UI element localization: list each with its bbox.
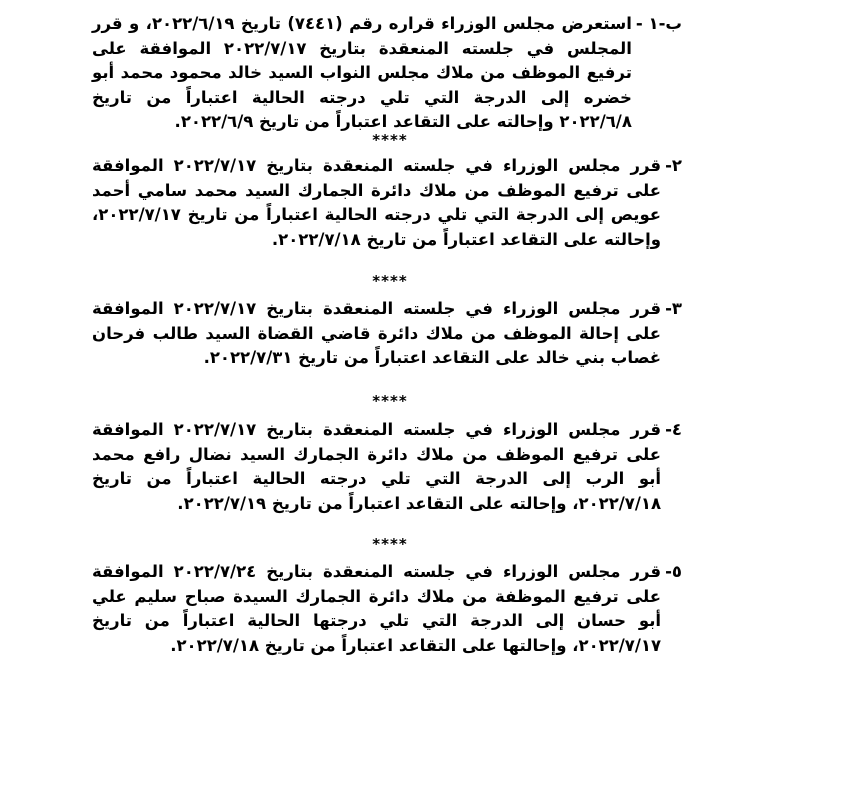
decision-item-4 xyxy=(92,418,682,516)
item-number: ٥- xyxy=(665,562,682,581)
item-number: ٤- xyxy=(665,420,682,439)
decision-item-3 xyxy=(92,297,682,371)
decision-item-5 xyxy=(92,560,682,658)
item-number: ب-١ - xyxy=(635,14,682,33)
item-text: قرر مجلس الوزراء في جلسته المنعقدة بتاريخ ٢٠٢٢/٧/١٧ الموافقة على إحالة الموظف من ملاك دائرة قاضي القضاة السيد طالب فرحان غصاب بني خالد على التقاعد اعتباراً من تاريخ ٢٠٢٢/٧/٣١. xyxy=(92,299,662,367)
separator: **** xyxy=(372,272,408,290)
item-text: قرر مجلس الوزراء في جلسته المنعقدة بتاريخ ٢٠٢٢/٧/١٧ الموافقة على ترفيع الموظف من ملاك دائرة الجمارك السيد محمد سامي أحمد عويص إلى الدرجة التي تلي درجته الحالية اعتباراً من تاريخ ٢٠٢٢/٧/١٧، وإحالته على التقاعد اعتباراً من تاريخ ٢٠٢٢/٧/١٨. xyxy=(92,156,662,249)
separator: **** xyxy=(372,535,408,553)
item-number: ٢- xyxy=(665,156,682,175)
decision-item-2 xyxy=(92,154,682,252)
item-text: استعرض مجلس الوزراء قراره رقم (٧٤٤١) تاريخ ٢٠٢٢/٦/١٩، و قرر المجلس في جلسته المنعقدة بتاريخ ٢٠٢٢/٧/١٧ الموافقة على ترفيع الموظف من ملاك مجلس النواب السيد خالد محمود محمد أبو خضره إلى الدرجة التي تلي درجته الحالية اعتباراً من تاريخ ٢٠٢٢/٦/٨ وإحالته على التقاعد اعتباراً من تاريخ ٢٠٢٢/٦/٩. xyxy=(92,14,632,131)
decision-item-1 xyxy=(92,12,682,135)
separator: **** xyxy=(372,131,408,149)
separator: **** xyxy=(372,392,408,410)
item-text: قرر مجلس الوزراء في جلسته المنعقدة بتاريخ ٢٠٢٢/٧/٢٤ الموافقة على ترفيع الموظفة من ملاك دائرة الجمارك السيدة صباح سليم علي أبو حسان إلى الدرجة التي تلي درجتها الحالية اعتباراً من تاريخ ٢٠٢٢/٧/١٧، وإحالتها على التقاعد اعتباراً من تاريخ ٢٠٢٢/٧/١٨. xyxy=(92,562,662,655)
item-number: ٣- xyxy=(665,299,682,318)
item-text: قرر مجلس الوزراء في جلسته المنعقدة بتاريخ ٢٠٢٢/٧/١٧ الموافقة على ترفيع الموظف من ملاك دائرة الجمارك السيد نضال رافع محمد أبو الرب إلى الدرجة التي تلي درجته الحالية اعتباراً من تاريخ ٢٠٢٢/٧/١٨، وإحالته على التقاعد اعتباراً من تاريخ ٢٠٢٢/٧/١٩. xyxy=(92,420,662,513)
